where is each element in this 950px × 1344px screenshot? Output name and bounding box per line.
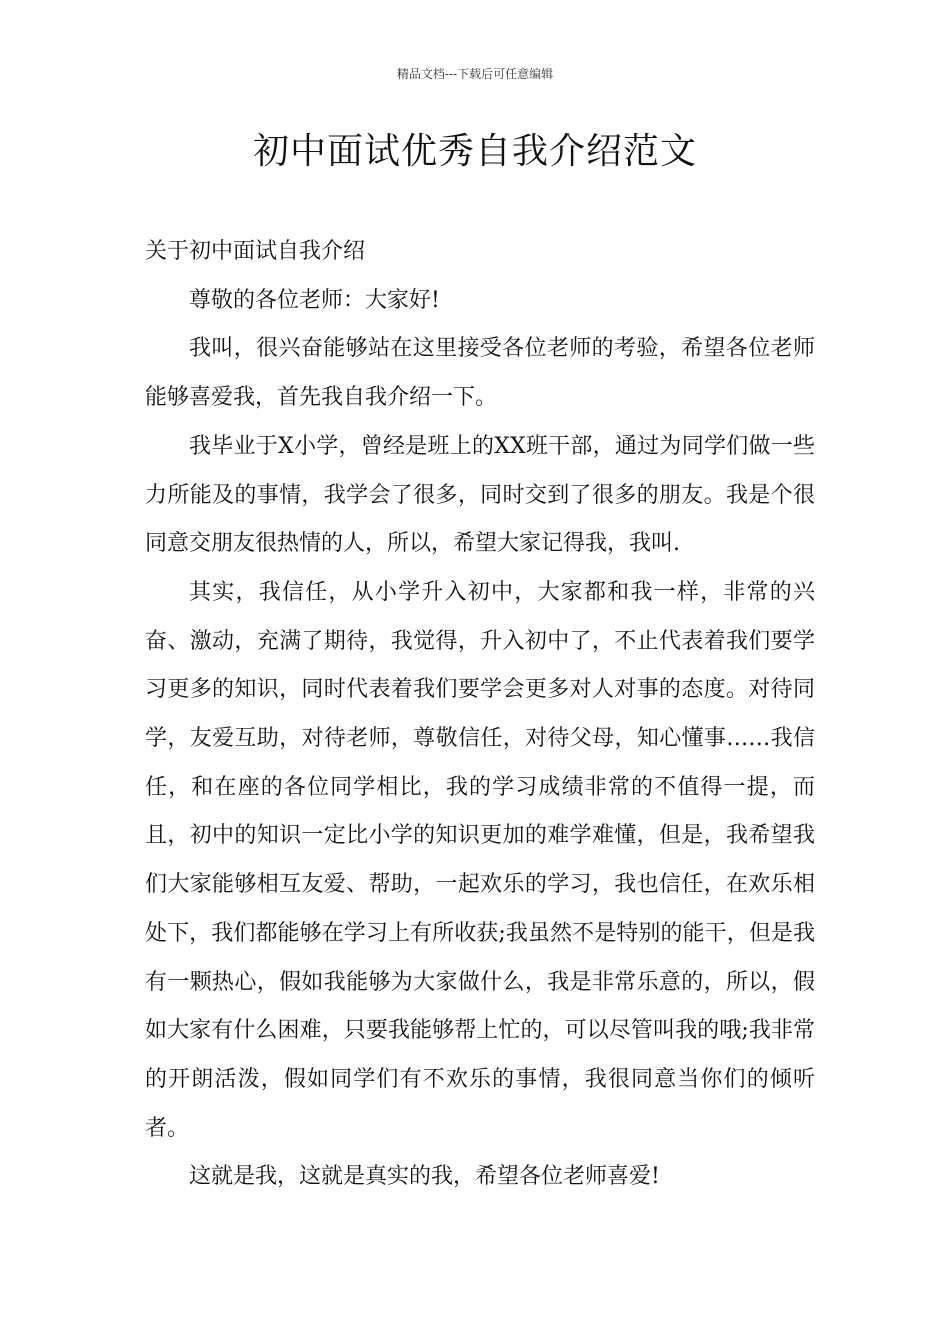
section-heading: 关于初中面试自我介绍: [145, 239, 366, 264]
main-paragraph: 其实，我信任，从小学升入初中，大家都和我一样，非常的兴奋、激动，充满了期待，我觉得，升入初中了，不止代表着我们要学习更多的知识，同时代表着我们要学会更多对人对事的态度。对待同学，友爱互助，对待老师，尊敬信任，对待父母，知心懂事……我信任，和在座的各位同学相比，我的学习成绩非常的不值得一提，而且，初中的知识一定比小学的知识更加的难学难懂，但是，我希望我们大家能够相互友爱、帮助，一起欢乐的学习，我也信任，在欢乐相处下，我们都能够在学习上有所收获;我虽然不是特别的能干，但是我有一颗热心，假如我能够为大家做什么，我是非常乐意的，所以，假如大家有什么困难，只要我能够帮上忙的，可以尽管叫我的哦;我非常的开朗活泼，假如同学们有不欢乐的事情，我很同意当你们的倾听者。: [145, 579, 815, 1141]
closing-paragraph: 这就是我，这就是真实的我，希望各位老师喜爱!: [189, 1164, 660, 1190]
greeting-paragraph: 尊敬的各位老师：大家好!: [189, 287, 440, 313]
document-body: [145, 228, 815, 1202]
document-title: 初中面试优秀自我介绍范文: [252, 131, 697, 172]
background-paragraph: 我毕业于X小学，曾经是班上的XX班干部，通过为同学们做一些力所能及的事情，我学会了很多，同时交到了很多的朋友。我是个很同意交朋友很热情的人，所以，希望大家记得我，我叫.: [145, 433, 815, 557]
header-note: 精品文档---下载后可任意编辑: [396, 67, 554, 81]
intro-paragraph: 我叫，很兴奋能够站在这里接受各位老师的考验，希望各位老师能够喜爱我，首先我自我介绍一下。: [145, 336, 815, 411]
